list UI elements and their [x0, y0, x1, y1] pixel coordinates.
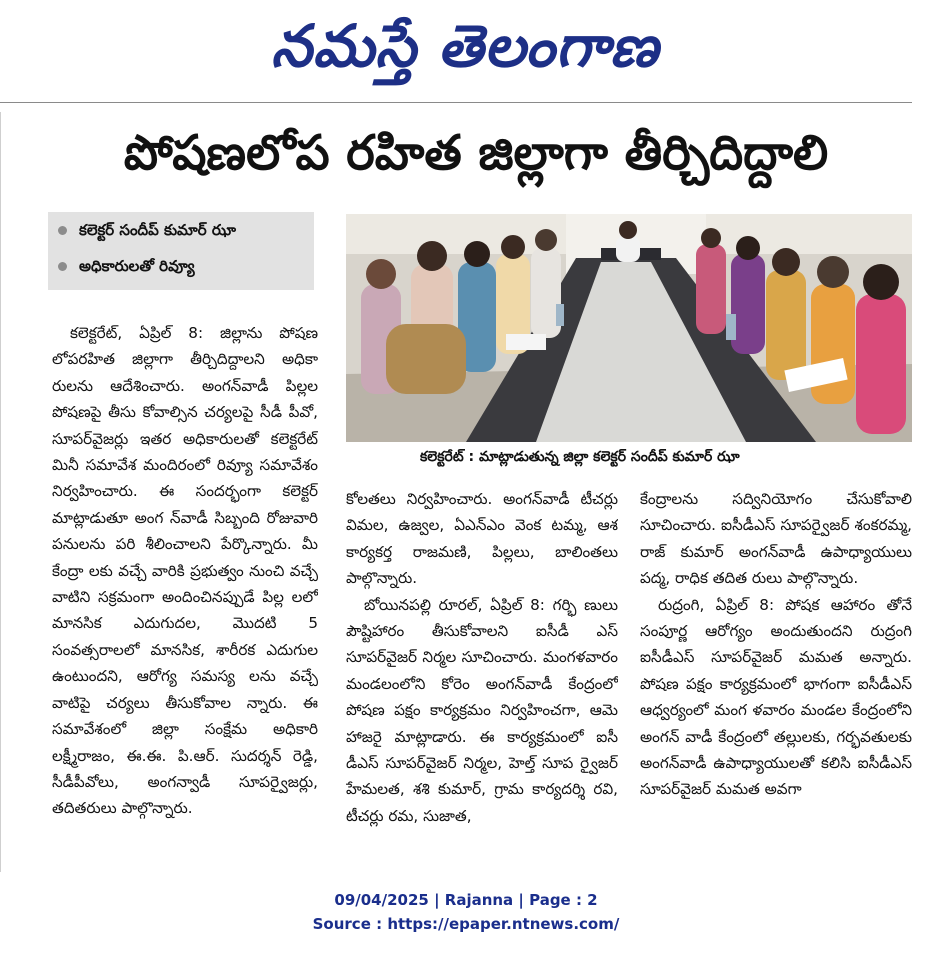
footer-date-edition: 09/04/2025 | Rajanna | Page : 2	[334, 891, 598, 909]
paragraph: కోలతలు నిర్వహించారు. అంగన్‌వాడీ టీచర్లు విమల, ఉజ్వల, ఏఎన్ఎం వెంక టమ్మ, ఆశ కార్యకర్త రాజమణి, పిల్లలు, బాలింతలు పాల్గొన్నారు.	[346, 490, 618, 588]
meeting-photo-illustration	[346, 214, 912, 442]
footer-source: Source : https://epaper.ntnews.com/	[312, 915, 620, 933]
highlight-item	[48, 248, 314, 284]
highlight-item	[48, 212, 314, 248]
paragraph: కలెక్టరేట్, ఏప్రిల్ 8: జిల్లాను పోషణ లోపరహిత జిల్లాగా తీర్చిదిద్దాలని అధికా రులను ఆదేశించారు. అంగన్‌వాడీ పిల్లల పోషణపై తీసు కోవాల్సిన చర్యలపై సీడీ పీవో, సూపర్‌వైజర్లు ఇతర అధికారులతో కలెక్టరేట్ మినీ సమావేశ మందిరంలో రివ్యూ సమావేశం నిర్వహించారు. ఈ సందర్భంగా కలెక్టర్ మాట్లాడుతూ అంగ న్‌వాడీ సిబ్బంది రోజువారి పనులను పరి శీలించాలని పేర్కొన్నారు. మీ కేంద్రా లకు వచ్చే వారికి ప్రభుత్వం నుంచి వచ్చే వాటిని సక్రమంగా అందించినప్పుడే పిల్ల లలో మానసిక ఎదుగుదల, మొదటి 5 సంవత్సరాలలో మానసిక, శారీరక ఎదుగుల ఉంటుందని, ఆరోగ్య సమస్య లను వచ్చే వాటిపై చర్యలు తీసుకోవాల న్నారు. ఈ సమావేశంలో జిల్లా సంక్షేమ అధికారి లక్ష్మీరాజం, ఈ.ఈ. పి.ఆర్. సుదర్శన్ రెడ్డి, సీడీపీవోలు, అంగన్వాడీ సూపర్వైజర్లు, తదితరులు పాల్గొన్నారు.	[52, 324, 318, 818]
highlights-box	[48, 212, 314, 290]
bullet-icon	[58, 262, 67, 271]
masthead-divider	[0, 102, 912, 103]
paragraph: రుద్రంగి, ఏప్రిల్ 8: పోషక ఆహారం తోనే సంపూర్ణ ఆరోగ్యం అందుతుందని రుద్రంగి ఐసీడీఎస్ సూపర్‌వైజర్ మమత అన్నారు. పోషణ పక్షం కార్యక్రమంలో భాగంగా ఐసీడీఎస్ ఆధ్వర్యంలో మంగ ళవారం మండల కేంద్రంలోని అంగన్ వాడీ కేంద్రంలో తల్లులకు, గర్భవతులకు అంగన్‌వాడీ ఉపాధ్యాయులతో కలిసి ఐసీడీఎస్ సూపర్‌వైజర్ మమత అవగా	[640, 595, 912, 799]
masthead	[0, 0, 932, 100]
bullet-icon	[58, 226, 67, 235]
photo-caption: కలెక్టరేట్ : మాట్లాడుతున్న జిల్లా కలెక్టర్ సందీప్ కుమార్ ఝా	[420, 449, 740, 465]
paragraph: బోయినపల్లి రూరల్, ఏప్రిల్ 8: గర్భి ణులు పౌష్టిహారం తీసుకోవాలని ఐసీడీ ఎస్ సూపర్‌వైజర్ నిర్మల సూచించారు. మంగళవారం మండలంలోని కోరెం అంగన్‌వాడీ కేంద్రంలో పోషణ పక్షం కార్యక్రమం నిర్వహించగా, ఆమె హాజరై మాట్లాడారు. ఈ కార్యక్రమంలో ఐసీ డీఎస్ సూపర్‌వైజర్ నిర్మల, హెల్త్ సూప ర్వైజర్ హేమలత, శశి కుమార్, గ్రామ కార్యదర్శి రవి, టీచర్లు రమ, సుజాత,	[346, 595, 618, 825]
article-column-1	[52, 320, 318, 872]
article-headline: పోషణలోప రహిత జిల్లాగా తీర్చిదిద్దాలి	[123, 125, 829, 181]
highlight-text: అధికారులతో రివ్యూ	[79, 257, 195, 275]
article-column-3	[640, 486, 912, 872]
highlight-text: కలెక్టర్ సందీప్ కుమార్ ఝా	[79, 221, 236, 239]
left-margin-rule	[0, 112, 1, 872]
paragraph: కేంద్రాలను సద్వినియోగం చేసుకోవాలి సూచించారు. ఐసీడీఎస్ సూపర్వైజర్ శంకరమ్మ, రాజ్ కుమార్ అంగన్‌వాడీ ఉపాధ్యాయులు పద్మ, రాధిక తదిత రులు పాల్గొన్నారు.	[640, 490, 912, 588]
page-footer	[0, 888, 932, 936]
newspaper-logo: నమస్తే తెలంగాణ	[271, 12, 659, 80]
article-column-2	[346, 486, 618, 872]
meeting-photo	[346, 214, 912, 442]
